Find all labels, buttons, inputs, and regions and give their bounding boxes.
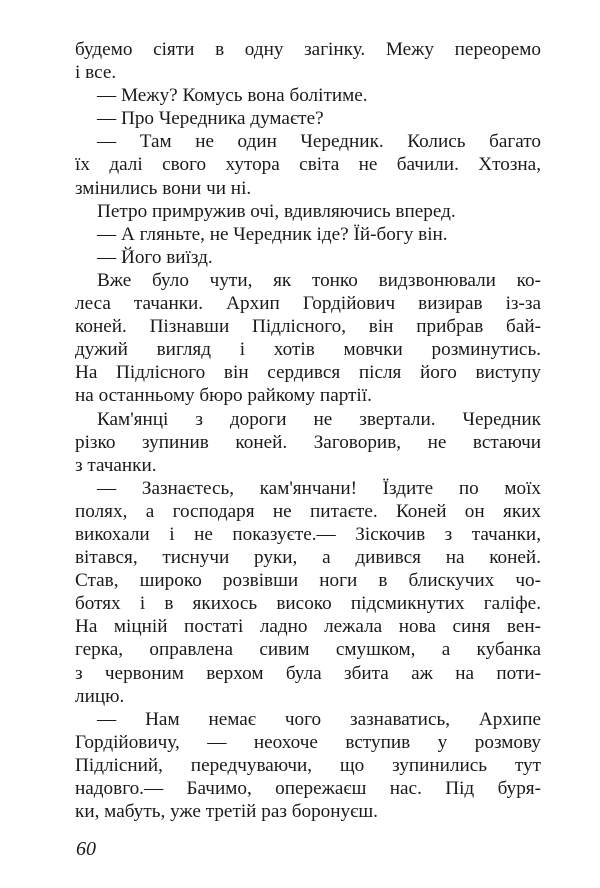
text-line: і все. — [75, 62, 117, 84]
text-line: вітався, тиснучи руки, а дивився на коней. — [75, 547, 541, 569]
text-line: Гордійовичу, — неохоче вступив у розмову — [75, 731, 541, 753]
text-line: — А гляньте, не Чередник іде? Їй-богу він. — [97, 223, 448, 245]
text-line: — Зазнаєтесь, кам'янчани! Їздите по моїх — [97, 477, 541, 499]
text-line: ботях і в якихось високо підсмикнутих галіфе. — [75, 593, 541, 615]
page-text — [75, 38, 541, 823]
text-line: Підлісний, передчуваючи, що зупинились тут — [75, 754, 541, 776]
text-line: леса тачанки. Архип Гордійович визирав із-за — [75, 293, 541, 315]
text-line: Петро примружив очі, вдивляючись вперед. — [97, 200, 456, 222]
text-line: з тачанки. — [75, 454, 157, 476]
text-line: дужий вигляд і хотів мовчки розминутись. — [75, 339, 541, 361]
text-line: різко зупинив коней. Заговорив, не встаючи — [75, 431, 541, 453]
text-line: лицю. — [75, 685, 125, 707]
page-number: 60 — [76, 838, 96, 860]
text-line: на останньому бюро райкому партії. — [75, 385, 372, 407]
text-line: — Там не один Чередник. Колись багато — [97, 131, 541, 153]
text-line: коней. Пізнавши Підлісного, він прибрав бай- — [75, 316, 541, 338]
text-line: їх далі свого хутора світа не бачили. Хтозна, — [75, 154, 541, 176]
text-line: полях, а господаря не питаєте. Коней он яких — [75, 500, 541, 522]
text-line: Вже було чути, як тонко видзвонювали ко- — [97, 269, 541, 291]
text-line: ки, мабуть, уже третій раз боронуєш. — [75, 801, 378, 823]
text-line: — Межу? Комусь вона болітиме. — [97, 85, 368, 107]
text-line: На Підлісного він сердився після його виступу — [75, 362, 541, 384]
text-line: надовго.— Бачимо, опережаєш нас. Під буря- — [75, 778, 541, 799]
text-line: На міцній постаті ладно лежала нова синя вен- — [75, 616, 541, 638]
text-line: — Про Чередника думаєте? — [97, 108, 324, 130]
text-line: Кам'янці з дороги не звертали. Чередник — [97, 408, 541, 430]
text-line: з червоним верхом була збита аж на поти- — [75, 662, 541, 684]
text-line: Став, широко розвівши ноги в блискучих чо- — [75, 570, 541, 592]
text-line: викохали і не показуєте.— Зіскочив з тачанки, — [75, 523, 541, 545]
text-line: — Нам немає чого зазнаватись, Архипе — [97, 708, 541, 730]
text-line: будемо сіяти в одну загінку. Межу переоремо — [75, 39, 541, 60]
text-line: змінились вони чи ні. — [75, 177, 252, 199]
text-line: герка, оправлена сивим смушком, а кубанка — [75, 639, 541, 661]
text-line: — Його виїзд. — [97, 246, 213, 268]
